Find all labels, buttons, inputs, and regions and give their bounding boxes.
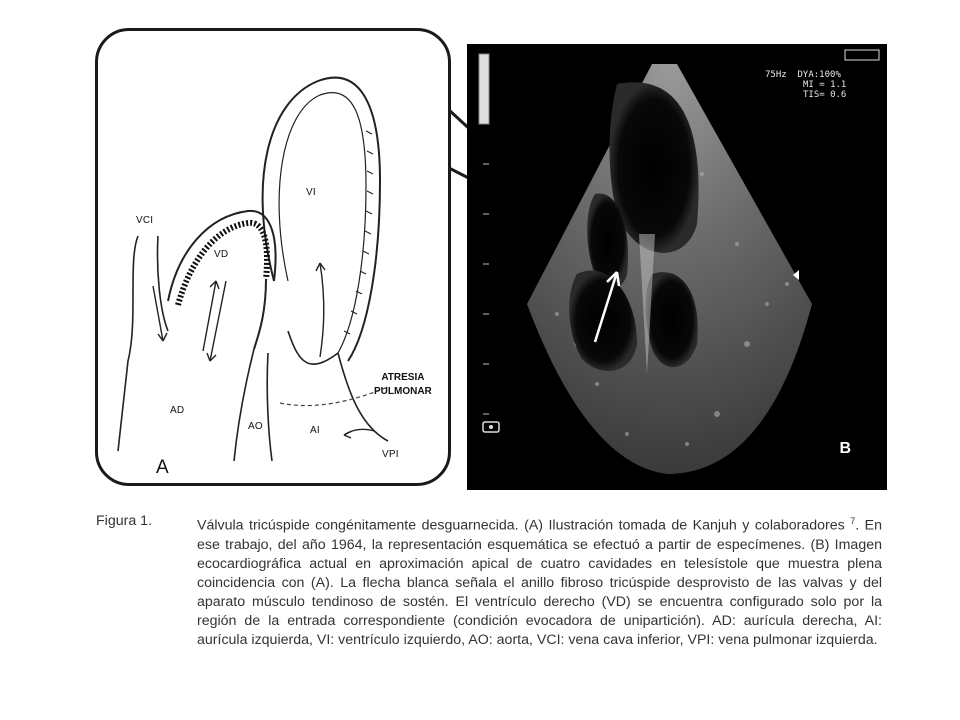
panel-a-illustration bbox=[95, 28, 451, 486]
label-atresia-line1: ATRESIA bbox=[381, 372, 425, 383]
heart-schematic-drawing bbox=[98, 31, 451, 486]
echo-readout-line3: TIS= 0.6 bbox=[803, 90, 847, 100]
figure-caption bbox=[96, 512, 882, 650]
panel-letter-b: B bbox=[839, 440, 851, 457]
label-atresia-line2: PULMONAR bbox=[374, 386, 432, 397]
caption-text-part2: . En ese trabajo, del año 1964, la representación esquemática se efectuó a partir de especímenes. (B) Imagen ecocardiográfica actual en aproximación apical de cuatro cavidades en telesístole que muestra plena coincidencia con (A). La flecha blanca señala el anillo fibroso tricúspide desprovisto de las valvas y del aparato músculo tendinoso de sostén. El ventrículo derecho (VD) se encuentra configurado solo por la región de la entrada correspondiente (condición evocadora de unipartición). AD: aurícula derecha, AI: aurícula izquierda, VI: ventrículo izquierdo, AO: aorta, VCI: vena cava inferior, VPI: vena pulmonar izquierda. bbox=[197, 517, 882, 648]
caption-text-part1: Válvula tricúspide congénitamente desguarnecida. (A) Ilustración tomada de Kanjuh y colaboradores bbox=[197, 517, 851, 534]
panel-b-echocardiogram bbox=[467, 44, 887, 490]
figure-label: Figura 1. bbox=[96, 513, 152, 529]
label-vi: VI bbox=[306, 187, 316, 198]
caption-reference: 7 bbox=[850, 516, 856, 526]
panel-letter-a: A bbox=[156, 457, 169, 478]
echo-image bbox=[467, 44, 887, 490]
label-ad: AD bbox=[170, 405, 185, 416]
label-vci: VCI bbox=[136, 215, 154, 226]
label-ao: AO bbox=[248, 421, 263, 432]
label-ai: AI bbox=[310, 425, 320, 436]
echo-readout-line2: MI = 1.1 bbox=[803, 80, 847, 90]
caption-body bbox=[197, 512, 882, 650]
label-atresia-pulmonar bbox=[374, 371, 432, 399]
label-vpi: VPI bbox=[382, 449, 399, 460]
echo-readout-line1: 75Hz DYA:100% bbox=[765, 70, 841, 80]
echo-readout bbox=[765, 70, 846, 100]
label-vd: VD bbox=[214, 249, 229, 260]
